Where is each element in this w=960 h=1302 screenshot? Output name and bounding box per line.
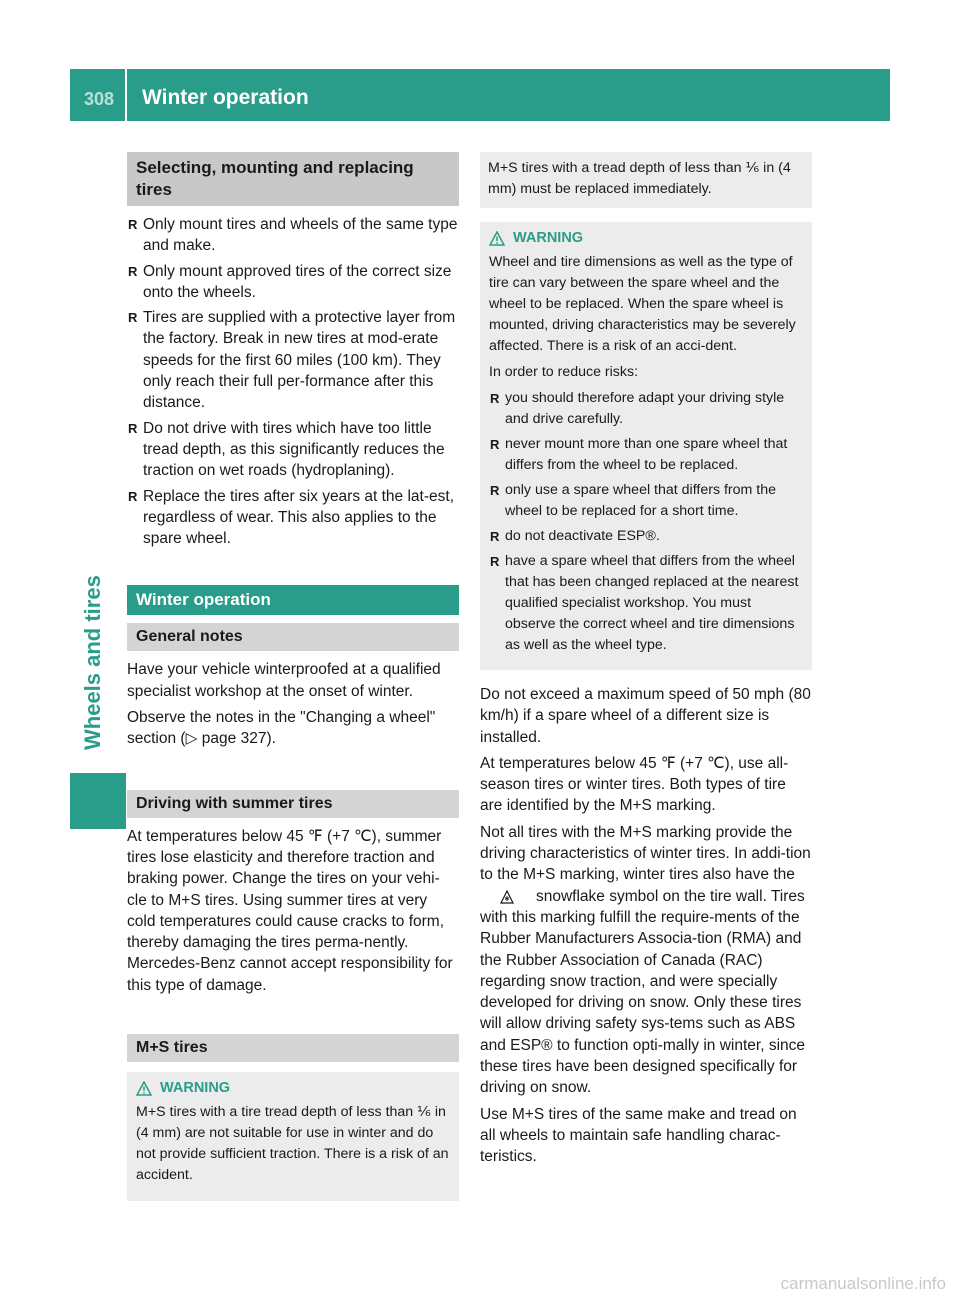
subheading-summer-tires: Driving with summer tires: [127, 790, 459, 818]
list-item: R Do not drive with tires which have too little tread depth, as this significantly reduces the traction on wet roads (hydroplaning).: [128, 419, 445, 480]
bullet-r-icon: R: [490, 391, 500, 406]
warning-triangle-icon: [136, 1081, 152, 1096]
list-item: R Replace the tires after six years at the lat-est, regardless of wear. This also applies to the spare wheel.: [128, 487, 454, 548]
page-number: 308: [84, 89, 115, 109]
chapter-label-text: Wheels and tires: [80, 575, 105, 750]
summer-tires-paragraph: At temperatures below 45 ℉ (+7 ℃), summer tires lose elasticity and therefore traction and braking power. Change the tires on your vehi-cle to M+S tires. Using summer tires at very cold temperatures could cause cracks to form, thereby damaging the tires perma-nently. Mercedes-Benz cannot accept responsibility for this type of damage.: [127, 827, 453, 994]
subheading-ms-tires: M+S tires: [127, 1034, 459, 1062]
warning-heading: [489, 230, 803, 246]
warning-text: M+S tires with a tire tread depth of less than ⅙ in (4 mm) are not suitable for use in winter and do not provide sufficient traction. There is a risk of an accident.: [136, 1104, 449, 1184]
all-season-paragraph: At temperatures below 45 ℉ (+7 ℃), use all-season tires or winter tires. Both types of tire are identified by the M+S marking.: [480, 754, 789, 815]
list-item: R Tires are supplied with a protective layer from the factory. Break in new tires at mod-erate speeds for the first 60 miles (100 km). They only reach their full per-formance after this distance.: [128, 309, 456, 412]
snowflake-paragraph: Not all tires with the M+S marking provide the driving characteristics of winter tires. In addi-tion to the M+S marking, winter tires also have thesnowflake symbol on the tire wall. Tires with this marking fulfill the require-ments of the Rubber Manufacturers Associa-tion (RMA) and the Rubber Association of Canada (RAC) regarding snow traction, and were specially developed for driving on snow. Only these tires will allow driving safety sys-tems such as ABS and ESP® to function opti-mally in winter, since these tires have been designed specifically for driving on snow.: [480, 823, 811, 1097]
warning-box-ms-tread: [127, 1072, 459, 1201]
chapter-tab-marker: [70, 773, 126, 829]
list-item: R Only mount approved tires of the correct size onto the wheels.: [128, 262, 452, 301]
section-heading-winter-operation: Winter operation: [127, 585, 459, 615]
list-item: R have a spare wheel that differs from the wheel that has been changed replaced at the nearest qualified specialist workshop. You must observe the correct wheel and tire dimensions as well as the wheel type.: [490, 553, 799, 653]
bullet-r-icon: R: [490, 554, 500, 569]
warning-box-spare-wheel: [480, 222, 812, 670]
warning-triangle-icon: [489, 231, 505, 246]
note-text: M+S tires with a tread depth of less than ⅙ in (4 mm) must be replaced immediately.: [488, 160, 791, 197]
risk-reduction-list: [489, 388, 803, 656]
general-notes-paragraph-2: Observe the notes in the "Changing a wheel" section (▷ page 327).: [127, 709, 436, 748]
warning-paragraph-2: In order to reduce risks:: [489, 364, 639, 380]
warning-label: WARNING: [160, 1080, 231, 1097]
bullet-r-icon: R: [490, 529, 500, 544]
same-make-paragraph: Use M+S tires of the same make and tread on all wheels to maintain safe handling charac-teristics.: [480, 1105, 797, 1166]
warning-heading: [136, 1080, 450, 1096]
header-divider: [125, 69, 127, 121]
subheading-general-notes: General notes: [127, 623, 459, 651]
general-notes-paragraph-1: Have your vehicle winterproofed at a qualified specialist workshop at the onset of winter.: [127, 661, 441, 700]
right-column: [480, 152, 812, 1173]
section-heading-selecting-tires: Selecting, mounting and replacing tires: [127, 152, 459, 206]
bullet-r-icon: R: [490, 437, 500, 452]
bullet-r-icon: R: [128, 310, 138, 326]
note-box-tread-depth: [480, 152, 812, 208]
footer-watermark: carmanualsonline.info: [780, 1274, 946, 1293]
list-item: R never mount more than one spare wheel that differs from the wheel to be replaced.: [490, 436, 788, 473]
list-item: R only use a spare wheel that differs from the wheel to be replaced for a short time.: [490, 482, 777, 519]
left-column: [127, 152, 459, 1201]
mountain-snowflake-icon: [500, 890, 514, 904]
warning-paragraph-1: Wheel and tire dimensions as well as the type of tire can vary between the spare wheel and the wheel to be replaced. When the spare wheel is mounted, driving characteristics may be severely affected. There is a risk of an acci-dent.: [489, 254, 796, 354]
warning-label: WARNING: [513, 230, 584, 246]
bullet-r-icon: R: [128, 217, 138, 232]
speed-limit-paragraph: Do not exceed a maximum speed of 50 mph (80 km/h) if a spare wheel of a different size is installed.: [480, 686, 811, 746]
bullet-r-icon: R: [128, 420, 138, 436]
bullet-r-icon: R: [128, 488, 138, 504]
page-title: Winter operation: [142, 86, 309, 109]
list-item: R you should therefore adapt your driving style and drive carefully.: [490, 390, 785, 427]
bullet-r-icon: R: [490, 483, 500, 498]
bullet-r-icon: R: [128, 263, 138, 279]
list-item: R do not deactivate ESP®.: [489, 526, 803, 547]
selecting-tires-list: [127, 214, 459, 549]
list-item: R Only mount tires and wheels of the same type and make.: [128, 216, 458, 255]
page-header: [70, 69, 890, 121]
